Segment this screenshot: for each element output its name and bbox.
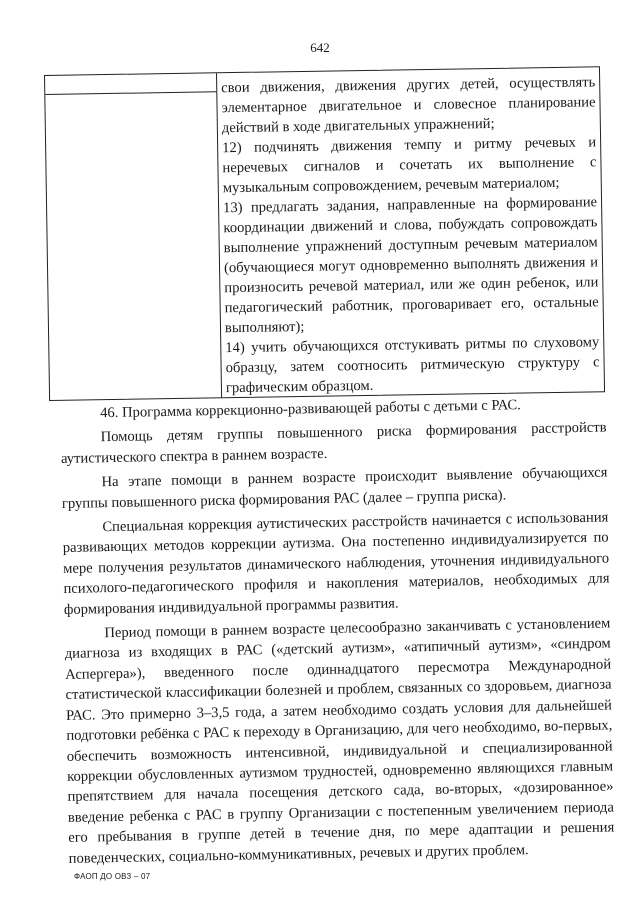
table-item-14: 14) учить обучающихся отстукивать ритмы по слуховому образцу, затем соотносить ритмическую структуру с графическим образцом. <box>225 334 600 397</box>
paragraph: Период помощи в раннем возрасте целесообразно заканчивать с установлением диагноза из входящих в РАС («детский аутизм», «атипичный аутизм», «синдром Аспергера»), введенного после одиннадцатого пересмотра Международной статистической классификации болезней и проблем, связанных со здоровьем, диагноза РАС. Это примерно 3–3,5 года, а затем необходимо создать условия для дальнейшей подготовки ребёнка с РАС к переходу в Организацию, для чего необходимо, во-первых, обеспечить возможность интенсивной, индивидуальной и специализированной коррекции обусловленных аутизмом трудностей, одновременно являющихся главным препятствием для начала посещения детского сада, во-вторых, «дозированное» введение ребенка с РАС в группу Организации с постепенным увеличением периода его пребывания в группе детей в течение дня, по мере адаптации и решения поведенческих, социально-коммуникативных, речевых и других проблем. <box>64 615 615 867</box>
table-right-cell <box>221 72 600 398</box>
page-number: 642 <box>310 40 330 55</box>
main-text <box>60 394 615 873</box>
document-footer: ФАОП ДО ОВЗ – 07 <box>74 872 151 881</box>
table-row-divider <box>45 91 216 95</box>
table-item-12: 12) подчинять движения темпу и ритму речевых и неречевых сигналов и сочетать их выполнение с музыкальным сопровождением, речевым материалом; <box>222 134 597 197</box>
table-item-continuation: свои движения, движения других детей, осуществлять элементарное двигательное и словесное планирование действий в ходе двигательных упражнений; <box>221 74 596 137</box>
paragraph: Специальная коррекция аутистических расстройств начинается с использования развивающих методов коррекции аутизма. Она постепенно индивидуализируется по мере получения результатов динамического наблюдения, уточнения индивидуального психолого-педагогического профиля и накопления материалов, необходимых для формирования индивидуальной программы развития. <box>62 509 610 618</box>
section-heading: 46. Программа коррекционно-развивающей работы с детьми с РАС. <box>100 397 521 422</box>
paragraph: Помощь детям группы повышенного риска формирования расстройств аутистического спектра в раннем возрасте. <box>60 419 607 467</box>
table-item-13: 13) предлагать задания, направленные на формирование координации движений и слова, побуждать сопровождать выполнение упражнений доступным речевым материалом (обучающиеся могут одновременно выполнять движения и произносить речевой материал, или же один ребенок, или педагогический работник, проговаривает его, остальные выполняют); <box>222 194 599 337</box>
table-left-cell <box>45 73 222 400</box>
paragraph: На этапе помощи в раннем возрасте происходит выявление обучающихся группы повышенного риска формирования РАС (далее – группа риска). <box>61 464 608 512</box>
program-table <box>44 66 605 401</box>
